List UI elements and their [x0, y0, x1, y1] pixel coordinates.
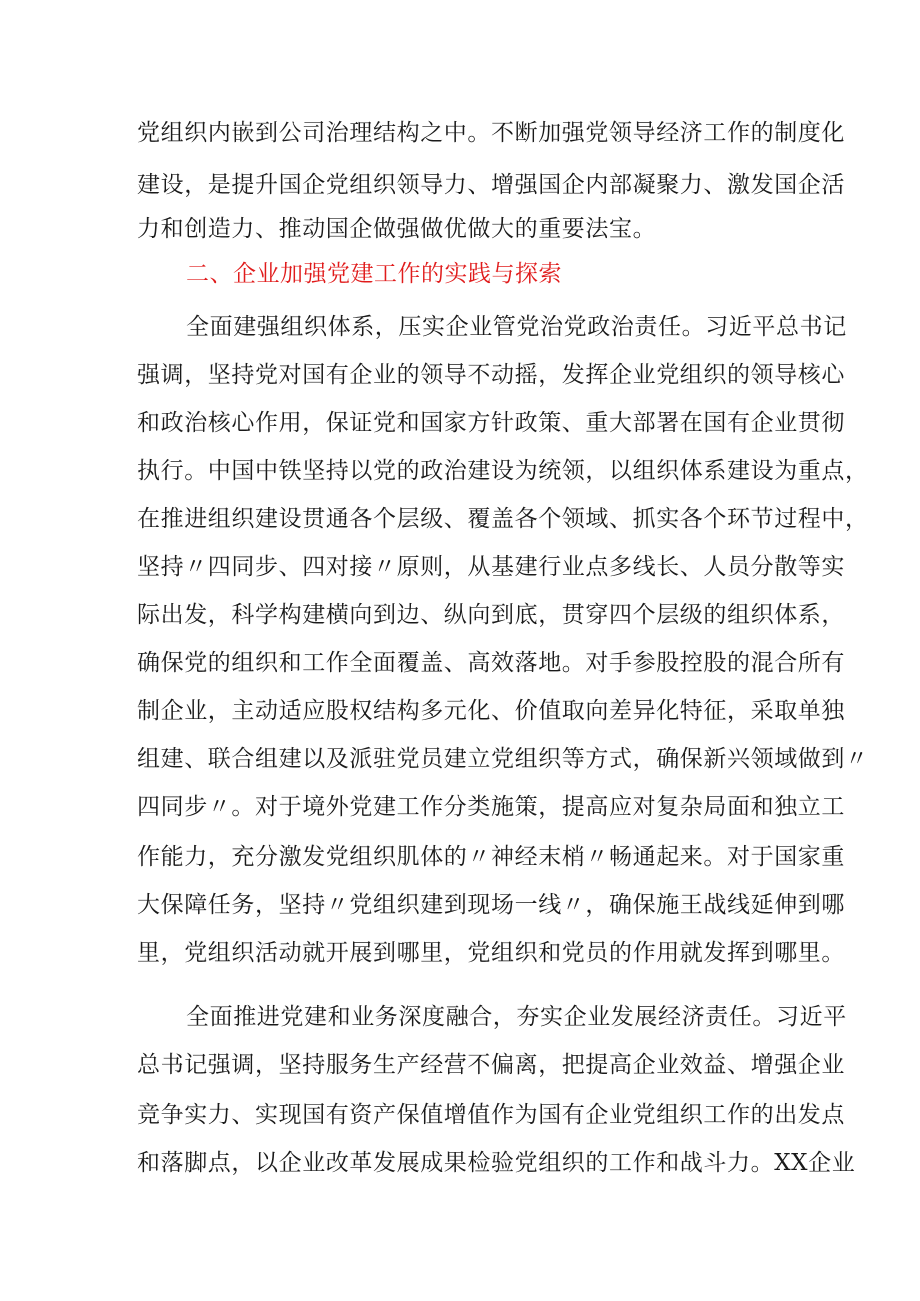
paragraph-3-line-1: 全面推进党建和业务深度融合，夯实企业发展经济责任。习近平 — [186, 1004, 847, 1030]
paragraph-2-line-5: 在推进组织建设贯通各个层级、覆盖各个领域、抓实各个环节过程中， — [137, 506, 869, 532]
paragraph-1-line-1: 党组织内嵌到公司治理结构之中。不断加强党领导经济工作的制度化 — [137, 120, 845, 146]
paragraph-2-line-9: 制企业，主动适应股权结构多元化、价值取向差异化特征，采取单独 — [137, 698, 845, 724]
paragraph-3-line-4: 和落脚点，以企业改革发展成果检验党组织的工作和战斗力。XX企业 — [137, 1150, 856, 1176]
section-heading: 二、企业加强党建工作的实践与探索 — [186, 261, 562, 287]
paragraph-2-line-10: 组建、联合组建以及派驻党员建立党组织等方式，确保新兴领域做到〃 — [137, 746, 869, 772]
paragraph-2-line-3: 和政治核心作用，保证党和国家方针政策、重大部署在国有企业贯彻 — [137, 410, 845, 436]
paragraph-2-line-12: 作能力，充分激发党组织肌体的〃神经末梢〃畅通起来。对于国家重 — [137, 844, 845, 870]
paragraph-2-line-1: 全面建强组织体系，压实企业管党治党政治责任。习近平总书记 — [186, 314, 847, 340]
paragraph-2-line-4: 执行。中国中铁坚持以党的政治建设为统领，以组织体系建设为重点， — [137, 458, 869, 484]
paragraph-2-line-7: 际出发，科学构建横向到边、纵向到底，贯穿四个层级的组织体系， — [137, 602, 845, 628]
paragraph-2-line-2: 强调，坚持党对国有企业的领导不动摇，发挥企业党组织的领导核心 — [137, 362, 845, 388]
paragraph-3-line-3: 竞争实力、实现国有资产保值增值作为国有企业党组织工作的出发点 — [137, 1102, 845, 1128]
paragraph-2-line-14: 里，党组织活动就开展到哪里，党组织和党员的作用就发挥到哪里。 — [137, 940, 845, 966]
paragraph-2-line-11: 四同步〃。对于境外党建工作分类施策，提高应对复杂局面和独立工 — [137, 794, 845, 820]
paragraph-2-line-6: 坚持〃四同步、四对接〃原则，从基建行业点多线长、人员分散等实 — [137, 554, 845, 580]
paragraph-1-line-3: 力和创造力、推动国企做强做优做大的重要法宝。 — [137, 216, 657, 242]
paragraph-1-line-2: 建设，是提升国企党组织领导力、增强国企内部凝聚力、激发国企活 — [137, 172, 845, 198]
paragraph-2-line-13: 大保障任务，坚持〃党组织建到现场一线〃，确保施王战线延伸到哪 — [137, 892, 845, 918]
paragraph-2-line-8: 确保党的组织和工作全面覆盖、高效落地。对手参股控股的混合所有 — [137, 650, 845, 676]
paragraph-3-line-2: 总书记强调，坚持服务生产经营不偏离，把提高企业效益、增强企业 — [137, 1052, 845, 1078]
